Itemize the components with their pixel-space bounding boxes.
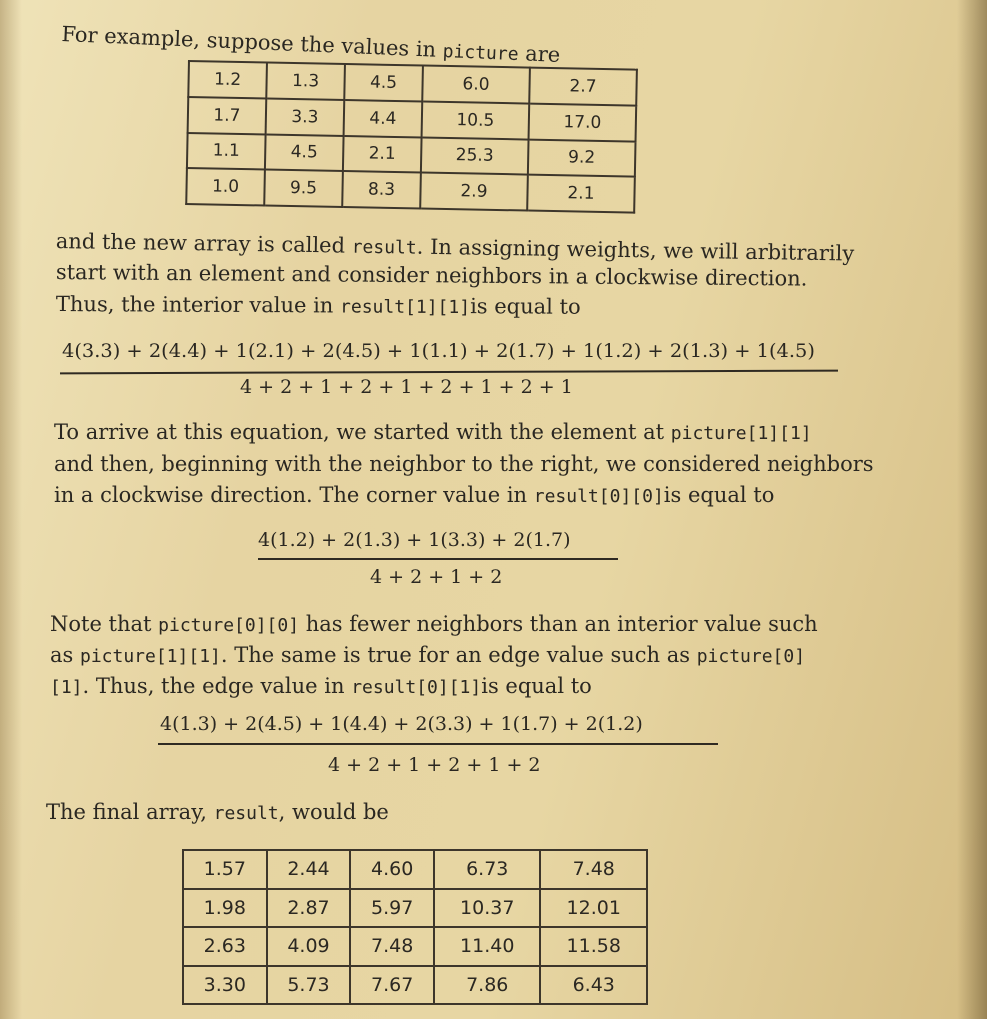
fraction-bar — [60, 370, 838, 375]
text-span: is equal to — [470, 294, 581, 319]
paragraph3-line1 — [50, 612, 818, 636]
code-result: result — [213, 803, 279, 824]
table-cell: 1.0 — [186, 168, 265, 205]
table-row — [183, 966, 647, 1005]
table-row — [183, 850, 647, 889]
table-cell: 2.44 — [267, 850, 351, 889]
paragraph2-line1 — [54, 420, 812, 444]
table-cell: 1.98 — [183, 889, 267, 928]
paragraph1-line3 — [56, 292, 581, 319]
table-cell: 4.09 — [267, 927, 351, 966]
text-span: . Thus, the edge value in — [82, 674, 352, 698]
table-cell: 25.3 — [421, 137, 529, 175]
code-picture-0: picture[0] — [696, 646, 806, 667]
text-span: and the new array is called — [55, 229, 352, 258]
table-row — [183, 927, 647, 966]
equation-numerator: 4(1.3) + 2(4.5) + 1(4.4) + 2(3.3) + 1(1.7) + 2(1.2) — [160, 713, 643, 735]
paragraph2-line2 — [54, 452, 874, 476]
table-cell: 12.01 — [540, 889, 647, 928]
text-span: The final array, — [46, 800, 214, 824]
table-cell: 10.5 — [422, 101, 530, 139]
table-cell: 4.5 — [265, 134, 344, 171]
table-cell: 3.30 — [183, 966, 267, 1005]
table-cell: 6.43 — [540, 966, 647, 1005]
code-picture-0-0: picture[0][0] — [158, 615, 300, 636]
paragraph3-line3 — [50, 674, 592, 698]
table-cell: 5.73 — [267, 966, 351, 1005]
text-span: as — [50, 643, 80, 667]
fraction-bar — [258, 558, 618, 560]
equation-denominator: 4 + 2 + 1 + 2 + 1 + 2 + 1 + 2 + 1 — [240, 376, 573, 398]
final-line — [46, 800, 389, 824]
result-table — [182, 849, 648, 1005]
equation-denominator: 4 + 2 + 1 + 2 — [370, 566, 503, 588]
code-picture-1-1: picture[1][1] — [79, 646, 221, 667]
code-result-1-1: result[1][1] — [339, 296, 471, 319]
equation-denominator: 4 + 2 + 1 + 2 + 1 + 2 — [328, 754, 541, 776]
code-result-0-1: result[0][1] — [351, 677, 482, 698]
table-cell: 4.60 — [350, 850, 434, 889]
text-span: Note that — [50, 612, 159, 636]
table-cell: 4.5 — [344, 64, 423, 101]
text-span: . The same is true for an edge value such as — [220, 643, 697, 667]
text-span: is equal to — [481, 674, 592, 698]
table-cell: 1.7 — [188, 97, 267, 134]
text-span: , would be — [278, 800, 389, 824]
code-index-1: [1] — [50, 677, 83, 698]
table-cell: 7.86 — [434, 966, 541, 1005]
table-cell: 5.97 — [350, 889, 434, 928]
equation-numerator: 4(1.2) + 2(1.3) + 1(3.3) + 2(1.7) — [258, 529, 571, 551]
paragraph1-line2 — [56, 260, 808, 291]
equation-numerator: 4(3.3) + 2(4.4) + 1(2.1) + 2(4.5) + 1(1.1) + 2(1.7) + 1(1.2) + 2(1.3) + 1(4.5) — [62, 340, 815, 362]
table-cell: 2.9 — [420, 173, 528, 211]
fraction-bar — [158, 743, 718, 745]
table-cell: 9.5 — [264, 170, 343, 207]
table-cell: 6.73 — [434, 850, 541, 889]
intro-suffix: are — [518, 41, 561, 67]
paragraph3-line2 — [50, 643, 805, 667]
table-cell: 7.67 — [350, 966, 434, 1005]
table-cell: 11.40 — [434, 927, 541, 966]
table-cell: 1.1 — [187, 133, 266, 170]
table-row — [183, 889, 647, 928]
table-cell: 11.58 — [540, 927, 647, 966]
table-cell: 17.0 — [529, 103, 637, 141]
paragraph2-line3 — [54, 483, 774, 507]
text-span: start with an element and consider neighbors in a clockwise direction. — [55, 260, 808, 291]
table-cell: 6.0 — [422, 66, 530, 104]
code-result: result — [351, 236, 417, 259]
table-cell: 2.7 — [529, 68, 637, 106]
code-picture-1-1: picture[1][1] — [670, 423, 812, 444]
table-cell: 8.3 — [342, 171, 421, 208]
intro-line — [61, 22, 561, 67]
table-cell: 1.3 — [266, 63, 345, 100]
table-cell: 2.1 — [527, 175, 635, 213]
table-cell: 10.37 — [434, 889, 541, 928]
intro-code: picture — [442, 40, 519, 66]
code-result-0-0: result[0][0] — [533, 486, 664, 507]
table-cell: 9.2 — [528, 139, 636, 177]
text-span: and then, beginning with the neighbor to the right, we considered neighbors — [54, 452, 874, 476]
text-span: To arrive at this equation, we started with the element at — [54, 420, 671, 444]
table-cell: 2.1 — [343, 136, 422, 173]
table-cell: 1.57 — [183, 850, 267, 889]
intro-prefix: For example, suppose the values in — [60, 22, 444, 62]
text-span: is equal to — [663, 483, 775, 507]
table-cell: 3.3 — [266, 98, 345, 135]
text-span: has fewer neighbors than an interior value such — [299, 612, 818, 636]
table-cell: 2.63 — [183, 927, 267, 966]
table-row — [186, 168, 635, 212]
table-cell: 4.4 — [344, 100, 423, 137]
table-cell: 2.87 — [267, 889, 351, 928]
text-span: Thus, the interior value in — [55, 292, 341, 318]
table-cell: 7.48 — [350, 927, 434, 966]
text-span: . In assigning weights, we will arbitrarily — [416, 234, 855, 266]
page-gutter-shadow — [0, 0, 22, 1019]
page-edge-shadow — [957, 0, 987, 1019]
text-span: in a clockwise direction. The corner value in — [54, 483, 534, 507]
table-cell: 1.2 — [188, 61, 267, 98]
picture-table — [185, 60, 638, 214]
table-cell: 7.48 — [540, 850, 647, 889]
